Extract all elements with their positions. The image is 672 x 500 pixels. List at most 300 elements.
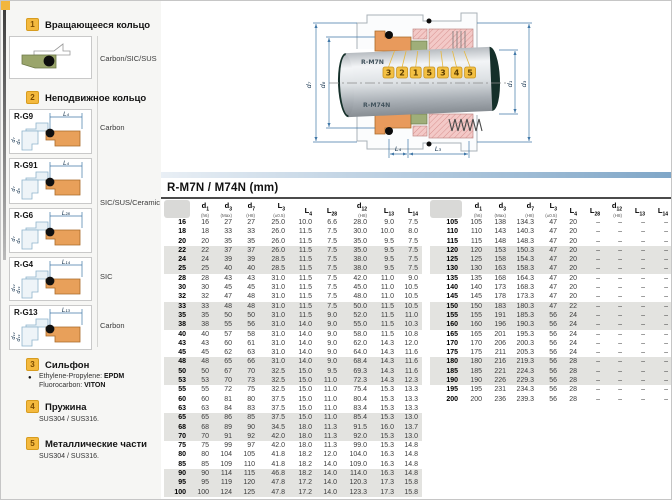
value-cell: 155 bbox=[470, 311, 482, 319]
value-cell: – bbox=[664, 274, 668, 282]
variant-name: R-G91 bbox=[14, 161, 38, 170]
value-cell: 109 bbox=[220, 460, 232, 468]
value-cell: 73 bbox=[247, 377, 255, 385]
table-row bbox=[164, 469, 422, 478]
bolt-section bbox=[427, 19, 432, 24]
value-cell: – bbox=[641, 219, 645, 226]
value-cell: 200 bbox=[470, 395, 482, 403]
value-cell: – bbox=[618, 377, 622, 385]
value-cell: 42.0 bbox=[271, 432, 285, 440]
value-cell: 31.0 bbox=[271, 311, 285, 319]
table-row bbox=[430, 320, 672, 329]
value-cell: 39 bbox=[247, 256, 255, 264]
value-cell: 13.0 bbox=[404, 414, 418, 422]
svg-text:L₁₄: L₁₄ bbox=[61, 258, 71, 266]
size-cell: 105 bbox=[446, 219, 458, 226]
value-cell: 18 bbox=[201, 228, 209, 236]
value-cell: 33 bbox=[224, 228, 232, 236]
size-cell: 63 bbox=[178, 404, 186, 412]
column-header: $d_1$ (h6) bbox=[473, 200, 482, 218]
value-cell: 110 bbox=[243, 460, 255, 468]
value-cell: 62 bbox=[224, 349, 232, 357]
value-cell: 10.0 bbox=[298, 219, 312, 226]
table-row bbox=[164, 264, 422, 273]
column-header: $L_4$ bbox=[569, 205, 577, 217]
value-cell: 180 bbox=[470, 358, 482, 366]
value-cell: 20 bbox=[569, 256, 577, 264]
value-cell: 164.3 bbox=[516, 274, 534, 282]
size-cell: 180 bbox=[446, 358, 458, 366]
value-cell: 185.3 bbox=[516, 311, 534, 319]
section-divider-bar bbox=[161, 172, 672, 178]
value-cell: 224.3 bbox=[516, 367, 534, 375]
seat-variant-g4 bbox=[9, 257, 92, 301]
size-cell: 43 bbox=[178, 339, 186, 347]
item-number-badge: 4 bbox=[26, 400, 39, 413]
value-cell: 11.0 bbox=[380, 274, 394, 282]
value-cell: – bbox=[641, 395, 645, 403]
table-row bbox=[164, 237, 422, 246]
value-cell: 22 bbox=[201, 246, 209, 254]
value-cell: 15.3 bbox=[380, 432, 394, 440]
value-cell: 24 bbox=[201, 256, 209, 264]
value-cell: 226 bbox=[494, 377, 506, 385]
table-row bbox=[430, 311, 672, 320]
dim-d1-label: d₁ bbox=[506, 80, 514, 88]
value-cell: – bbox=[641, 321, 645, 329]
value-cell: 20 bbox=[569, 246, 577, 254]
column-header: $d_3$ (Max) bbox=[220, 200, 232, 218]
table-row bbox=[430, 339, 672, 348]
size-cell: 130 bbox=[446, 265, 458, 273]
value-cell: 158 bbox=[494, 256, 506, 264]
size-cell: 32 bbox=[178, 293, 186, 301]
table-row bbox=[430, 274, 672, 283]
value-cell: 134.3 bbox=[516, 219, 534, 226]
value-cell: 28 bbox=[569, 395, 577, 403]
sidebar-divider bbox=[97, 36, 98, 347]
value-cell: – bbox=[596, 256, 600, 264]
value-cell: 56 bbox=[549, 330, 557, 338]
value-cell: 11.3 bbox=[323, 442, 337, 450]
table-row bbox=[430, 302, 672, 311]
svg-text:d₁₂: d₁₂ bbox=[11, 284, 17, 292]
value-cell: 20 bbox=[569, 265, 577, 273]
value-cell: 64.0 bbox=[353, 349, 367, 357]
parts-legend-sidebar bbox=[1, 1, 161, 500]
value-cell: 95 bbox=[201, 479, 209, 487]
value-cell: 104 bbox=[220, 451, 232, 459]
size-cell: 50 bbox=[178, 367, 186, 375]
value-cell: – bbox=[664, 256, 668, 264]
value-cell: 42.0 bbox=[353, 274, 367, 282]
size-cell: 175 bbox=[446, 349, 458, 357]
value-cell: – bbox=[596, 246, 600, 254]
value-cell: 85 bbox=[201, 460, 209, 468]
value-cell: 43 bbox=[247, 274, 255, 282]
value-cell: 92.0 bbox=[353, 432, 367, 440]
value-cell: – bbox=[641, 386, 645, 394]
value-cell: 83.4 bbox=[353, 404, 367, 412]
svg-text:5: 5 bbox=[467, 68, 473, 78]
value-cell: 7.5 bbox=[327, 246, 337, 254]
value-cell: – bbox=[618, 367, 622, 375]
value-cell: 170 bbox=[470, 339, 482, 347]
value-cell: 99.0 bbox=[353, 442, 367, 450]
value-cell: – bbox=[664, 265, 668, 273]
value-cell: 14.0 bbox=[323, 488, 337, 496]
item-number-badge: 3 bbox=[26, 358, 39, 371]
value-cell: 47 bbox=[549, 302, 557, 310]
value-cell: 10.8 bbox=[404, 330, 418, 338]
size-cell: 22 bbox=[178, 246, 186, 254]
value-cell: 7.5 bbox=[408, 237, 418, 245]
value-cell: – bbox=[618, 246, 622, 254]
model-label-bottom: R-M74N bbox=[363, 102, 391, 109]
value-cell: – bbox=[641, 293, 645, 301]
value-cell: 84 bbox=[224, 404, 232, 412]
value-cell: – bbox=[596, 339, 600, 347]
value-cell: 7.5 bbox=[408, 256, 418, 264]
value-cell: 15.0 bbox=[298, 386, 312, 394]
value-cell: 48 bbox=[201, 358, 209, 366]
value-cell: 80 bbox=[201, 451, 209, 459]
value-cell: 20 bbox=[569, 228, 577, 236]
value-cell: 11.5 bbox=[298, 284, 312, 292]
value-cell: 105 bbox=[243, 451, 255, 459]
value-cell: – bbox=[641, 377, 645, 385]
value-cell: 37.5 bbox=[271, 395, 285, 403]
value-cell: 7.5 bbox=[408, 265, 418, 273]
value-cell: – bbox=[596, 395, 600, 403]
value-cell: 15.0 bbox=[298, 404, 312, 412]
table-row bbox=[164, 488, 422, 497]
value-cell: 70 bbox=[201, 432, 209, 440]
value-cell: 11.5 bbox=[298, 274, 312, 282]
value-cell: 11.5 bbox=[298, 311, 312, 319]
bellows-section bbox=[411, 114, 427, 124]
edge-line bbox=[3, 10, 6, 260]
column-header: $L_3$ (±0.5) bbox=[273, 200, 285, 218]
value-cell: 15.3 bbox=[380, 386, 394, 394]
value-cell: 33 bbox=[201, 302, 209, 310]
variant-name: R-G6 bbox=[14, 211, 34, 220]
variant-name: R-G4 bbox=[14, 260, 34, 269]
value-cell: 24 bbox=[569, 330, 577, 338]
value-cell: 81 bbox=[224, 395, 232, 403]
value-cell: 138 bbox=[494, 219, 506, 226]
value-cell: – bbox=[618, 311, 622, 319]
table-row bbox=[164, 357, 422, 366]
value-cell: 236 bbox=[494, 395, 506, 403]
value-cell: 91 bbox=[224, 432, 232, 440]
value-cell: – bbox=[596, 265, 600, 273]
table-row bbox=[164, 292, 422, 301]
material-label: Fluorocarbon: bbox=[39, 382, 85, 389]
size-cell: 30 bbox=[178, 284, 186, 292]
seat-variant-g6 bbox=[9, 208, 92, 253]
value-cell: 63 bbox=[247, 349, 255, 357]
svg-text:d₇: d₇ bbox=[11, 236, 17, 242]
value-cell: 91.5 bbox=[353, 423, 367, 431]
size-cell: 33 bbox=[178, 302, 186, 310]
table-row bbox=[430, 367, 672, 376]
size-cell: 165 bbox=[446, 330, 458, 338]
value-cell: – bbox=[664, 237, 668, 245]
value-cell: – bbox=[618, 339, 622, 347]
value-cell: 15.8 bbox=[404, 479, 418, 487]
value-cell: 75 bbox=[201, 442, 209, 450]
value-cell: 55 bbox=[224, 321, 232, 329]
column-header: $L_{28}$ bbox=[589, 205, 600, 217]
dim-l4-label: L₄ bbox=[394, 145, 402, 153]
value-cell: – bbox=[596, 284, 600, 292]
value-cell: – bbox=[618, 349, 622, 357]
column-header: $L_4$ bbox=[304, 205, 312, 217]
value-cell: 9.0 bbox=[327, 349, 337, 357]
value-cell: 105 bbox=[470, 219, 482, 226]
table-row bbox=[164, 376, 422, 385]
value-cell: 48.0 bbox=[353, 293, 367, 301]
value-cell: 35 bbox=[224, 237, 232, 245]
value-cell: – bbox=[641, 311, 645, 319]
svg-text:5: 5 bbox=[426, 68, 433, 78]
value-cell: 37 bbox=[247, 246, 255, 254]
stationary-ring-title: Неподвижное кольцо bbox=[45, 93, 147, 104]
value-cell: 63 bbox=[201, 404, 209, 412]
value-cell: 11.0 bbox=[380, 293, 394, 301]
value-cell: 56 bbox=[549, 321, 557, 329]
value-cell: 28 bbox=[201, 274, 209, 282]
value-cell: 10.5 bbox=[404, 302, 418, 310]
value-cell: 15.3 bbox=[380, 404, 394, 412]
value-cell: 31.0 bbox=[271, 302, 285, 310]
value-cell: 125 bbox=[243, 488, 255, 496]
value-cell: 65 bbox=[201, 414, 209, 422]
value-cell: 31.0 bbox=[271, 330, 285, 338]
value-cell: 10.0 bbox=[380, 228, 394, 236]
value-cell: 17.3 bbox=[380, 488, 394, 496]
size-cell: 135 bbox=[446, 274, 458, 282]
value-cell: 56 bbox=[549, 349, 557, 357]
value-cell: 20 bbox=[201, 237, 209, 245]
o-ring-section bbox=[385, 31, 393, 39]
dimension-table-small-sizes bbox=[164, 200, 422, 497]
value-cell: 26.0 bbox=[271, 246, 285, 254]
value-cell: 60 bbox=[224, 339, 232, 347]
value-cell: 58 bbox=[247, 330, 255, 338]
value-cell: 154.3 bbox=[516, 256, 534, 264]
value-cell: 11.3 bbox=[323, 432, 337, 440]
value-cell: – bbox=[618, 358, 622, 366]
value-cell: 40 bbox=[201, 330, 209, 338]
dim-d8-label: d₈ bbox=[319, 81, 327, 89]
value-cell: 205.3 bbox=[516, 349, 534, 357]
value-cell: 195.3 bbox=[516, 330, 534, 338]
value-cell: 30.0 bbox=[353, 228, 367, 236]
value-cell: 14.8 bbox=[404, 451, 418, 459]
value-cell: 18.0 bbox=[298, 423, 312, 431]
value-cell: 14.0 bbox=[323, 470, 337, 478]
value-cell: 9.0 bbox=[327, 330, 337, 338]
value-cell: – bbox=[641, 330, 645, 338]
variant-name: R-G13 bbox=[14, 308, 38, 317]
table-row bbox=[164, 441, 422, 450]
model-label-top: R-M7N bbox=[361, 59, 384, 66]
table-row bbox=[430, 246, 672, 255]
size-cell: 150 bbox=[446, 302, 458, 310]
value-cell: 9.0 bbox=[327, 358, 337, 366]
value-cell: 229.3 bbox=[516, 377, 534, 385]
value-cell: 190 bbox=[470, 377, 482, 385]
value-cell: 99 bbox=[224, 442, 232, 450]
table-row bbox=[164, 339, 422, 348]
value-cell: 9.0 bbox=[384, 219, 394, 226]
value-cell: – bbox=[618, 293, 622, 301]
value-cell: 47.8 bbox=[271, 479, 285, 487]
value-cell: 178 bbox=[494, 293, 506, 301]
dim-d7-label: d₇ bbox=[305, 81, 313, 89]
value-cell: 13.3 bbox=[404, 404, 418, 412]
value-cell: – bbox=[618, 274, 622, 282]
value-cell: 12.0 bbox=[323, 451, 337, 459]
value-cell: 13.3 bbox=[404, 395, 418, 403]
value-cell: 10.5 bbox=[404, 284, 418, 292]
value-cell: – bbox=[596, 349, 600, 357]
value-cell: 16.3 bbox=[380, 451, 394, 459]
value-cell: – bbox=[618, 237, 622, 245]
value-cell: – bbox=[664, 339, 668, 347]
rotating-ring-title: Вращающееся кольцо bbox=[45, 20, 151, 31]
value-cell: 7.5 bbox=[327, 256, 337, 264]
housing-section-hatch bbox=[413, 29, 427, 39]
value-cell: 24 bbox=[569, 339, 577, 347]
value-cell: 14.0 bbox=[298, 339, 312, 347]
value-cell: 45.0 bbox=[353, 284, 367, 292]
size-cell: 110 bbox=[446, 228, 458, 236]
value-cell: 13.0 bbox=[404, 432, 418, 440]
value-cell: – bbox=[596, 311, 600, 319]
svg-text:d₇: d₇ bbox=[11, 186, 17, 192]
value-cell: 37 bbox=[224, 246, 232, 254]
value-cell: 15.8 bbox=[404, 488, 418, 496]
value-cell: – bbox=[596, 358, 600, 366]
value-cell: 47 bbox=[224, 293, 232, 301]
value-cell: 34.5 bbox=[271, 423, 285, 431]
value-cell: 9.0 bbox=[327, 321, 337, 329]
value-cell: 38 bbox=[201, 321, 209, 329]
value-cell: 15.3 bbox=[380, 414, 394, 422]
table-title: R-M7N / M74N (mm) bbox=[167, 182, 279, 194]
value-cell: 16.3 bbox=[380, 460, 394, 468]
value-cell: 18.2 bbox=[298, 460, 312, 468]
value-cell: 130 bbox=[470, 265, 482, 273]
value-cell: 70 bbox=[247, 367, 255, 375]
svg-text:d₇: d₇ bbox=[11, 137, 17, 143]
size-cell: 35 bbox=[178, 311, 186, 319]
value-cell: 32.5 bbox=[271, 377, 285, 385]
value-cell: 12.0 bbox=[404, 339, 418, 347]
value-cell: 114 bbox=[220, 470, 232, 478]
value-cell: 56 bbox=[549, 358, 557, 366]
size-cell: 20 bbox=[178, 237, 186, 245]
column-header: $L_{28}$ bbox=[326, 205, 337, 217]
value-cell: 160 bbox=[470, 321, 482, 329]
size-cell: 18 bbox=[178, 228, 186, 236]
value-cell: 33 bbox=[247, 228, 255, 236]
size-cell: 24 bbox=[178, 256, 186, 264]
value-cell: 22 bbox=[569, 302, 577, 310]
size-cell: 68 bbox=[178, 423, 186, 431]
value-cell: 7.5 bbox=[327, 302, 337, 310]
value-cell: 206 bbox=[494, 339, 506, 347]
table-row bbox=[430, 227, 672, 236]
value-cell: 200.3 bbox=[516, 339, 534, 347]
value-cell: – bbox=[641, 284, 645, 292]
value-cell: 55.0 bbox=[353, 321, 367, 329]
value-cell: 32.5 bbox=[271, 386, 285, 394]
value-cell: 47 bbox=[549, 256, 557, 264]
material-label: Ethylene-Propylene: bbox=[39, 373, 104, 380]
value-cell: 56 bbox=[549, 386, 557, 394]
value-cell: 68 bbox=[201, 423, 209, 431]
seat-material: Carbon bbox=[100, 123, 125, 132]
size-cell: 140 bbox=[446, 284, 458, 292]
value-cell: 80.4 bbox=[353, 395, 367, 403]
value-cell: 11.3 bbox=[323, 423, 337, 431]
spring-material: SUS304 / SUS316. bbox=[39, 416, 99, 423]
value-cell: 15.0 bbox=[298, 395, 312, 403]
value-cell: 45 bbox=[247, 284, 255, 292]
value-cell: 185 bbox=[470, 367, 482, 375]
value-cell: 150 bbox=[470, 302, 482, 310]
value-cell: 9.5 bbox=[327, 367, 337, 375]
bolt-section bbox=[427, 142, 432, 147]
value-cell: 12.3 bbox=[404, 377, 418, 385]
svg-text:d₁₁: d₁₁ bbox=[16, 334, 22, 342]
value-cell: 163 bbox=[494, 265, 506, 273]
value-cell: – bbox=[618, 386, 622, 394]
value-cell: – bbox=[596, 367, 600, 375]
seal-cross-section-diagram bbox=[161, 1, 672, 172]
value-cell: 115 bbox=[243, 470, 255, 478]
value-cell: 38.0 bbox=[353, 265, 367, 273]
size-cell: 55 bbox=[178, 386, 186, 394]
value-cell: 124 bbox=[220, 488, 232, 496]
seat-material: SIC bbox=[100, 272, 113, 281]
size-cell: 60 bbox=[178, 395, 186, 403]
column-header: $L_{14}$ bbox=[657, 205, 668, 217]
value-cell: 56 bbox=[247, 321, 255, 329]
value-cell: – bbox=[641, 302, 645, 310]
value-cell: 18.0 bbox=[298, 432, 312, 440]
value-cell: 61 bbox=[247, 339, 255, 347]
value-cell: – bbox=[641, 358, 645, 366]
value-cell: 26.0 bbox=[271, 237, 285, 245]
item-number-badge: 2 bbox=[26, 91, 39, 104]
value-cell: 15.3 bbox=[380, 395, 394, 403]
value-cell: 43 bbox=[224, 274, 232, 282]
value-cell: – bbox=[641, 265, 645, 273]
value-cell: 11.6 bbox=[404, 367, 418, 375]
value-cell: – bbox=[664, 293, 668, 301]
value-cell: 31.0 bbox=[271, 293, 285, 301]
seat-variant-g91 bbox=[9, 158, 92, 204]
size-cell: 48 bbox=[178, 358, 186, 366]
value-cell: 43 bbox=[201, 339, 209, 347]
column-header: $L_3$ (±0.5) bbox=[545, 200, 557, 218]
value-cell: 7.5 bbox=[327, 228, 337, 236]
